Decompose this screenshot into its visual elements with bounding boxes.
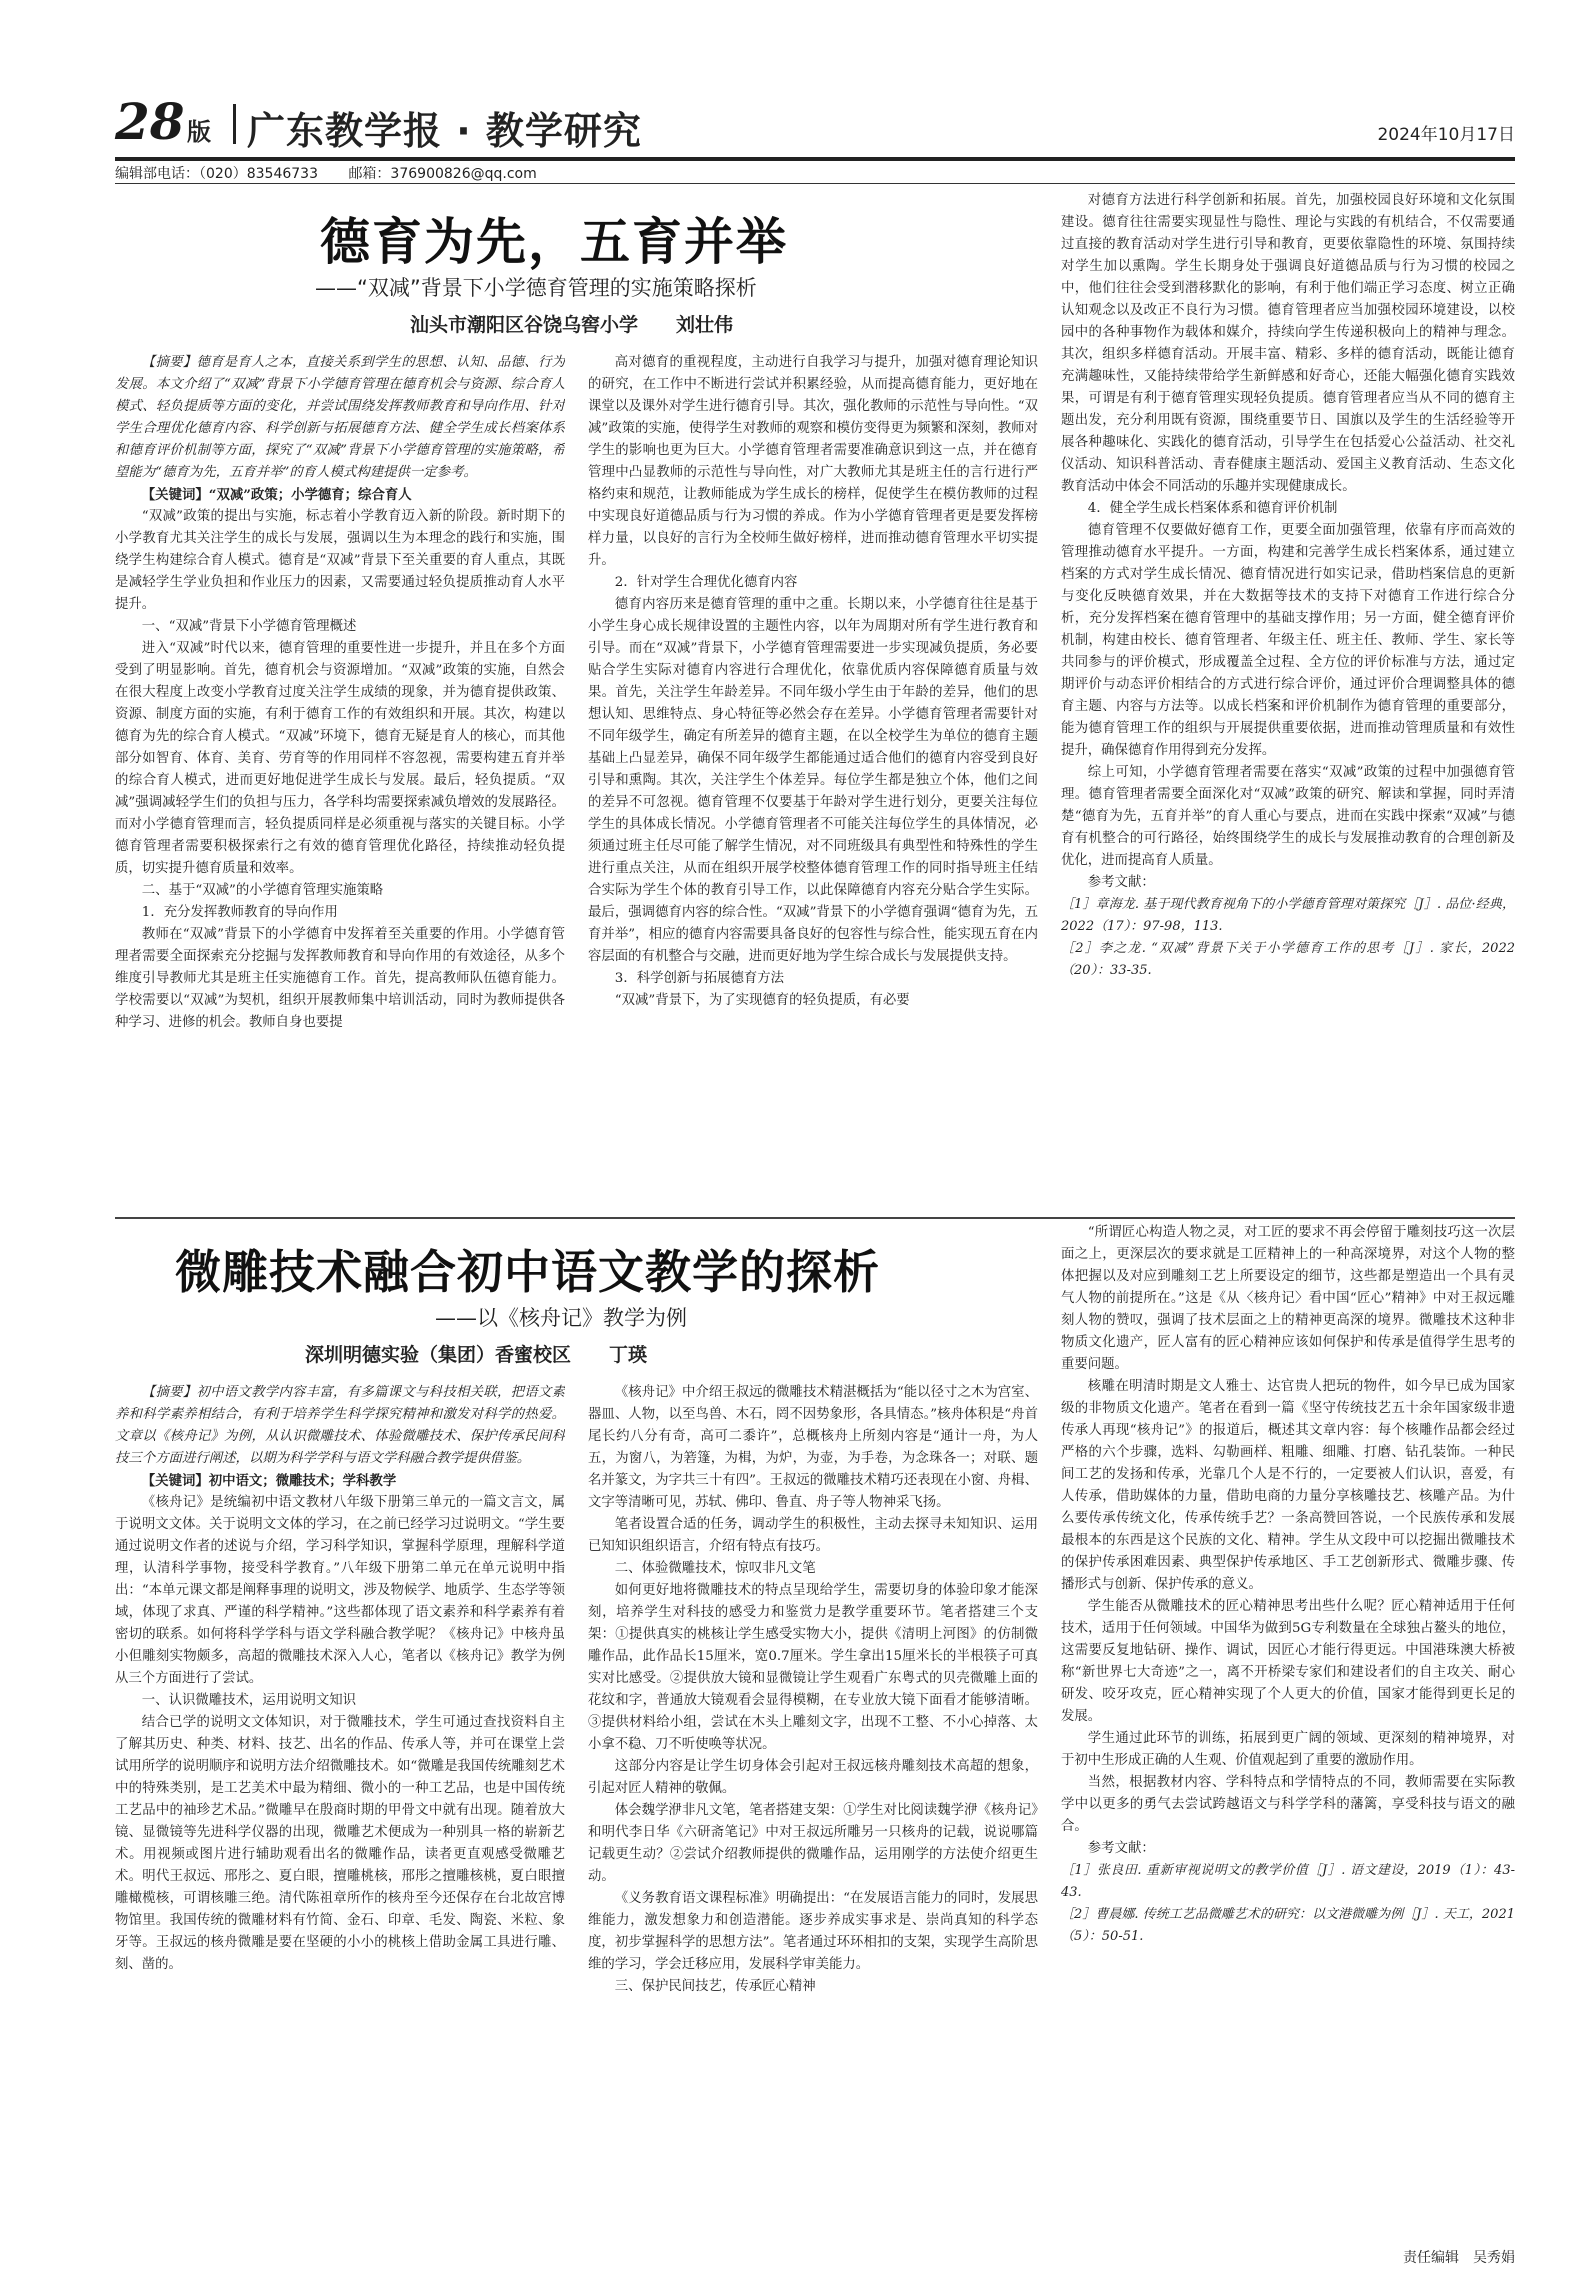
paragraph: 对德育方法进行科学创新和拓展。首先，加强校园良好环境和文化氛围建设。德育往往需要实现显性与隐性、理论与实践的有机结合，不仅需要通过直接的教育活动对学生进行引导和教育，更要依靠隐性的环境、氛围持续对学生加以熏陶。学生长期身处于强调良好道德品质与行为习惯的校园之中，他们往往会受到潜移默化的影响，有利于他们端正学习态度、树立正确认知观念以及改正不良行为习惯。德育管理者应当加强校园环境建设，以校园中的各种事物作为载体和媒介，持续向学生传递积极向上的精神与理念。其次，组织多样德育活动。开展丰富、精彩、多样的德育活动，既能让德育充满趣味性，又能持续带给学生新鲜感和好奇心，还能大幅强化德育实践效果，可谓是有利于德育管理实现轻负提质。德育管理者应当从不同的德育主题出发，充分利用既有资源，围绕重要节日、国旗以及学生的生活经验等开展各种趣味化、实践化的德育活动，引导学生在包括爱心公益活动、社交礼仪活动、知识科普活动、青春健康主题活动、爱国主义教育活动、生态文化教育活动中体会不同活动的乐趣并实现健康成长。: [1061, 193, 1515, 494]
article1-column-1: [115, 352, 565, 1212]
paragraph: 当然，根据教材内容、学科特点和学情特点的不同，教师需要在实际教学中以更多的勇气去尝试跨越语文与科学学科的藩篱，享受科技与语文的融合。: [1061, 1775, 1515, 1834]
article1-column-3: [1061, 190, 1515, 1212]
paragraph: 核雕在明清时期是文人雅士、达官贵人把玩的物件，如今早已成为国家级的非物质文化遗产。笔者在看到一篇《坚守传统技艺五十余年国家级非遗传承人再现“核舟记”》的报道后，概述其文章内容：每个核雕作品都会经过严格的六个步骤，选料、勾勒画样、粗雕、细雕、打磨、钻孔装饰。一种民间工艺的发扬和传承，光靠几个人是不行的，一定要被人们认识，喜爱，有人传承，借助媒体的力量，借助电商的力量分享核雕技艺、核雕产品。为什么要传承传统文化，传承传统手艺？一条高赞回答说，一个民族传承和发展最根本的东西是这个民族的文化、精神。学生从文段中可以挖掘出微雕技术的保护传承困难因素、典型保护传承地区、手工艺创新形式、微雕步骤、传播形式与创新、保护传承的意义。: [1061, 1379, 1515, 1592]
article-title: 微雕技术融合初中语文教学的探析: [175, 1245, 880, 1299]
paragraph: “所谓匠心构造人物之灵，对工匠的要求不再会停留于雕刻技巧这一次层面之上，更深层次的要求就是工匠精神上的一种高深境界，对这个人物的整体把握以及对应到雕刻工艺上所要设定的细节，这些都是塑造出一个具有灵气人物的前提所在。”这是《从〈核舟记〉看中国“匠心”精神》中对王叔远雕刻人物的赞叹，强调了技术层面之上的精神更高深的境界。微雕技术这种非物质文化遗产，匠人富有的匠心精神应该如何保护和传承是值得学生思考的重要问题。: [1061, 1225, 1515, 1372]
paragraph: 综上可知，小学德育管理者需要在落实“双减”政策的过程中加强德育管理。德育管理者需要全面深化对“双减”政策的研究、解读和掌握，同时弄清楚“德育为先，五育并举”的育人重心与要点，进而在实践中探索“双减”与德育有机整合的可行路径，始终围绕学生的成长与发展推动教育的合理创新及优化，进而提高育人质量。: [1061, 765, 1515, 868]
paragraph: 3．科学创新与拓展德育方法: [614, 971, 785, 986]
paragraph: 【摘要】德育是育人之本，直接关系到学生的思想、认知、品德、行为发展。本文介绍了“双减”背景下小学德育管理在德育机会与资源、综合育人模式、轻负提质等方面的变化，并尝试围绕发挥教师教育和导向作用、针对学生合理优化德育内容、科学创新与拓展德育方法、健全学生成长档案体系和德育评价机制等方面，探究了“双减”背景下小学德育管理的实施策略，希望能为“德育为先，五育并举”的育人模式构建提供一定参考。: [115, 355, 565, 480]
paragraph: 2．针对学生合理优化德育内容: [614, 575, 798, 590]
article-author: 汕头市潮阳区谷饶乌窖小学 刘壮伟: [410, 314, 734, 336]
paragraph: 德育内容历来是德育管理的重中之重。长期以来，小学德育往往是基于小学生身心成长规律设置的主题性内容，以年为周期对所有学生进行教育和引导。而在“双减”背景下，小学德育管理需要进一步实现减负提质，务必要贴合学生实际对德育内容进行合理优化，依靠优质内容保障德育质量与效果。首先，关注学生年龄差异。不同年级小学生由于年龄的差异，他们的思想认知、思维特点、身心特征等必然会存在差异。小学德育管理者需要针对不同年级学生，确定有所差异的德育主题，在以全校学生为单位的德育主题基础上凸显差异，确保不同年级学生都能通过适合他们的德育内容受到良好引导和熏陶。其次，关注学生个体差异。每位学生都是独立个体，他们之间的差异不可忽视。德育管理不仅要基于年龄对学生进行划分，更要关注每位学生的具体成长情况。小学德育管理者不可能关注每位学生的具体情况，必须通过班主任尽可能了解学生情况，对不同班级具有典型性和特殊性的学生进行重点关注，从而在组织开展学校整体德育管理工作的同时指导班主任结合实际为学生个体的教育引导工作，以此保障德育内容充分贴合学生实际。最后，强调德育内容的综合性。“双减”背景下的小学德育强调“德育为先，五育并举”，相应的德育内容需要具备良好的包容性与综合性，能实现五育在内容层面的有机整合与交融，进而更好地为学生综合成长与发展提供支持。: [588, 597, 1038, 964]
paragraph: 德育管理不仅要做好德育工作，更要全面加强管理，依靠有序而高效的管理推动德育水平提升。一方面，构建和完善学生成长档案体系，通过建立档案的方式对学生成长情况、德育情况进行如实记录，借助档案信息的更新与变化反映德育效果，并在大数据等技术的支持下对德育工作进行综合分析，充分发挥档案在德育管理中的基础支撑作用；另一方面，健全德育评价机制，构建由校长、德育管理者、年级主任、班主任、教师、学生、家长等共同参与的评价模式，形成覆盖全过程、全方位的评价标准与方法，通过定期评价与动态评价相结合的方式进行综合评价，通过评价合理调整具体的德育主题、内容与方法等。以成长档案和评价机制作为德育管理的重要部分，能为德育管理工作的组织与开展提供重要依据，进而推动管理质量和有效性提升，确保德育作用得到充分发挥。: [1061, 523, 1515, 758]
article-moral-education: [115, 190, 1515, 1215]
paragraph: 结合已学的说明文文体知识，对于微雕技术，学生可通过查找资料自主了解其历史、种类、材料、技艺、出名的作品、传承人等，并可在课堂上尝试用所学的说明顺序和说明方法介绍微雕技术。如“微雕是我国传统雕刻艺术中的特殊类别，是工艺美术中最为精细、微小的一种工艺品，也是中国传统工艺品中的袖珍艺术品。”微雕早在殷商时期的甲骨文中就有出现。随着放大镜、显微镜等先进科学仪器的出现，微雕艺术便成为一种别具一格的崭新艺术。用视频或图片进行辅助观看出名的微雕作品，读者更直观感受微雕艺术。明代王叔远、邢彤之、夏白眼，擅雕桃核，邢彤之擅雕核桃，夏白眼擅雕橄榄核，可谓核雕三绝。清代陈祖章所作的核舟至今还保存在台北故宫博物馆里。我国传统的微雕材料有竹简、金石、印章、毛发、陶瓷、米粒、象牙等。王叔远的核舟微雕是要在坚硬的小小的桃核上借助金属工具进行雕、刻、凿的。: [115, 1715, 565, 1972]
article2-column-2: [588, 1382, 1038, 2252]
paragraph: 笔者设置合适的任务，调动学生的积极性，主动去探寻未知知识、运用已知知识组织语言，介绍有特点有技巧。: [588, 1517, 1038, 1554]
article-micro-carving: [115, 1222, 1515, 2267]
paragraph: 参考文献：: [1087, 1841, 1155, 1856]
paragraph: 参考文献：: [1087, 875, 1155, 890]
paragraph: ［2］李之龙. “双减”背景下关于小学德育工作的思考［J］. 家长，2022（20）：33-35.: [1061, 941, 1515, 978]
contact-line: [115, 163, 563, 183]
page-number: 28: [115, 92, 185, 151]
editorial-email: 邮箱：376900826@qq.com: [348, 166, 537, 182]
paragraph: 三、保护民间技艺，传承匠心精神: [614, 1979, 816, 1994]
paragraph: 一、“双减”背景下小学德育管理概述: [141, 619, 357, 634]
paragraph: 二、基于“双减”的小学德育管理实施策略: [141, 883, 384, 898]
paragraph: 【关键词】初中语文；微雕技术；学科教学: [141, 1473, 397, 1489]
paragraph: “双减”背景下，为了实现德育的轻负提质，有必要: [614, 993, 910, 1008]
masthead-rule: [115, 157, 1515, 161]
paragraph: 一、认识微雕技术，运用说明文知识: [141, 1693, 357, 1708]
paragraph: “双减”政策的提出与实施，标志着小学教育迈入新的阶段。新时期下的小学教育尤其关注学生的成长与发展，强调以生为本理念的践行和实施，围绕学生构建综合育人模式。德育是“双减”背景下至关重要的育人重点，其既是减轻学生学业负担和作业压力的因素，又需要通过轻负提质推动育人水平提升。: [115, 509, 565, 612]
paper-title: 广东教学报 · 教学研究: [247, 109, 642, 153]
paragraph: 4．健全学生成长档案体系和德育评价机制: [1087, 501, 1338, 516]
editorial-phone: 编辑部电话：（020）83546733: [115, 166, 318, 182]
article2-column-3: [1061, 1222, 1515, 2232]
paragraph: 体会魏学洢非凡文笔，笔者搭建支架：①学生对比阅读魏学洢《核舟记》和明代李日华《六研斋笔记》中对王叔远所雕另一只核舟的记载，说说哪篇记载更生动？②尝试介绍教师提供的微雕作品，运用刚学的方法使介绍更生动。: [588, 1803, 1038, 1884]
paragraph: 《义务教育语文课程标准》明确提出：“在发展语言能力的同时，发展思维能力，激发想象力和创造潜能。逐步养成实事求是、崇尚真知的科学态度，初步掌握科学的思想方法”。笔者通过环环相扣的支架，实现学生高阶思维的学习，学会迁移应用，发展科学审美能力。: [588, 1891, 1038, 1972]
paragraph: ［1］张良田. 重新审视说明文的教学价值［J］. 语文建设，2019（1）：43-43.: [1061, 1863, 1515, 1900]
responsible-editor: 责任编辑 吴秀娟: [1403, 2250, 1515, 2266]
paragraph: ［2］曹晨娜. 传统工艺品微雕艺术的研究：以文港微雕为例［J］. 天工，2021（5）：50-51.: [1061, 1907, 1515, 1944]
paragraph: 学生能否从微雕技术的匠心精神思考出些什么呢？匠心精神适用于任何技术，适用于任何领域。中国华为做到5G专利数量在全球独占鳌头的地位，这需要反复地钻研、操作、调试，因匠心才能行得更远。中国港珠澳大桥被称“新世界七大奇迹”之一，离不开桥梁专家们和建设者们的自主攻关、耐心研发、咬牙攻克，匠心精神实现了个人更大的价值，国家才能得到更长足的发展。: [1061, 1599, 1515, 1724]
paragraph: 《核舟记》是统编初中语文教材八年级下册第三单元的一篇文言文，属于说明文文体。关于说明文文体的学习，在之前已经学习过说明文。“学生要通过说明文作者的述说与介绍，学习科学知识，掌握科学原理，理解科学道理，认清科学事物，接受科学教育。”八年级下册第二单元在单元说明中指出：“本单元课文都是阐释事理的说明文，涉及物候学、地质学、生态学等领域，体现了求真、严谨的科学精神。”这些都体现了语文素养和科学素养有着密切的联系。如何将科学学科与语文学科融合教学呢？《核舟记》中核舟虽小但雕刻实物颇多，高超的微雕技术深入人心，笔者以《核舟记》教学为例从三个方面进行了尝试。: [115, 1495, 565, 1686]
paragraph: 这部分内容是让学生切身体会引起对王叔远核舟雕刻技术高超的想象，引起对匠人精神的敬佩。: [588, 1759, 1038, 1796]
article-subtitle: ——“双减”背景下小学德育管理的实施策略探析: [315, 276, 757, 300]
paragraph: 【摘要】初中语文教学内容丰富，有多篇课文与科技相关联，把语文素养和科学素养相结合，有利于培养学生科学探究精神和激发对科学的热爱。文章以《核舟记》为例，从认识微雕技术、体验微雕技术、保护传承民间科技三个方面进行阐述，以期为科学学科与语文学科融合教学提供借鉴。: [115, 1385, 565, 1466]
paragraph: 高对德育的重视程度，主动进行自我学习与提升，加强对德育理论知识的研究，在工作中不断进行尝试并积累经验，从而提高德育能力，更好地在课堂以及课外对学生进行德育引导。其次，强化教师的示范性与导向性。“双减”政策的实施，使得学生对教师的观察和模仿变得更为频繁和深刻，教师对学生的影响也更为巨大。小学德育管理者需要准确意识到这一点，并在德育管理中凸显教师的示范性与导向性，对广大教师尤其是班主任的言行进行严格约束和规范，让教师能成为学生成长的榜样，促使学生在模仿教师的过程中实现良好道德品质与行为习惯的养成。作为小学德育管理者更是要发挥榜样力量，以良好的言行为全校师生做好榜样，进而推动德育管理水平切实提升。: [588, 355, 1038, 568]
paragraph: 教师在“双减”背景下的小学德育中发挥着至关重要的作用。小学德育管理者需要全面探索充分挖掘与发挥教师教育和导向作用的有效途径，从多个维度引导教师尤其是班主任实施德育工作。首先，提高教师队伍德育能力。学校需要以“双减”为契机，组织开展教师集中培训活动，同时为教师提供各种学习、进修的机会。教师自身也要提: [115, 927, 565, 1030]
article2-column-1: [115, 1382, 565, 2252]
paragraph: 《核舟记》中介绍王叔远的微雕技术精湛概括为“能以径寸之木为宫室、器皿、人物，以至鸟兽、木石，罔不因势象形，各具情态。”核舟体积是“舟首尾长约八分有奇，高可二黍许”，总概核舟上所刻内容是“通计一舟，为人五，为窗八，为箬篷，为楫，为炉，为壶，为手卷，为念珠各一；对联、题名并篆文，为字共三十有四”。王叔远的微雕技术精巧还表现在小窗、舟楫、文字等清晰可见，苏轼、佛印、鲁直、舟子等人物神采飞扬。: [588, 1385, 1038, 1510]
article-subtitle: ——以《核舟记》教学为例: [435, 1306, 687, 1330]
article-title: 德育为先，五育并举: [320, 212, 788, 271]
paragraph: 1．充分发挥教师教育的导向作用: [141, 905, 338, 920]
masthead: [115, 92, 1515, 154]
paragraph: ［1］章海龙. 基于现代教育视角下的小学德育管理对策探究［J］. 品位·经典，2022（17）：97-98，113.: [1061, 897, 1515, 934]
page-ban-label: 版: [187, 117, 211, 146]
article-divider: [115, 1217, 1515, 1219]
masthead-separator: [233, 104, 236, 144]
issue-date: 2024年10月17日: [1377, 125, 1515, 145]
paragraph: 【关键词】“双减”政策；小学德育；综合育人: [141, 487, 412, 503]
article1-column-2: [588, 352, 1038, 1212]
paragraph: 二、体验微雕技术，惊叹非凡文笔: [614, 1561, 816, 1576]
paragraph: 进入“双减”时代以来，德育管理的重要性进一步提升，并且在多个方面受到了明显影响。首先，德育机会与资源增加。“双减”政策的实施，自然会在很大程度上改变小学教育过度关注学生成绩的现象，并为德育提供政策、资源、制度方面的实施，有利于德育工作的有效组织和开展。其次，构建以德育为先的综合育人模式。“双减”环境下，德育无疑是育人的核心，而其他部分如智育、体育、美育、劳育等的作用同样不容忽视，需要构建五育并举的综合育人模式，进而更好地促进学生成长与发展。最后，轻负提质。“双减”强调减轻学生们的负担与压力，各学科均需要探索减负增效的发展路径。而对小学德育管理而言，轻负提质同样是必须重视与落实的关键目标。小学德育管理者需要积极探索行之有效的德育管理优化路径，持续推动轻负提质，切实提升德育质量和效率。: [115, 641, 565, 876]
paragraph: 如何更好地将微雕技术的特点呈现给学生，需要切身的体验印象才能深刻，培养学生对科技的感受力和鉴赏力是教学重要环节。笔者搭建三个支架：①提供真实的桃核让学生感受实物大小，提供《清明上河图》的仿制微雕作品，此作品长15厘米，宽0.7厘米。学生拿出15厘米长的半根筷子可真实对比感受。②提供放大镜和显微镜让学生观看广东粤式的贝壳微雕上面的花纹和字，普通放大镜观看会显得模糊，在专业放大镜下面看才能够清晰。③提供材料给小组，尝试在木头上雕刻文字，出现不工整、不小心掉落、太小拿不稳、刀不听使唤等状况。: [588, 1583, 1038, 1752]
paragraph: 学生通过此环节的训练，拓展到更广阔的领域、更深刻的精神境界，对于初中生形成正确的人生观、价值观起到了重要的激励作用。: [1061, 1731, 1515, 1768]
article-author: 深圳明德实验（集团）香蜜校区 丁瑛: [305, 1344, 648, 1366]
contact-rule: [115, 183, 1515, 184]
